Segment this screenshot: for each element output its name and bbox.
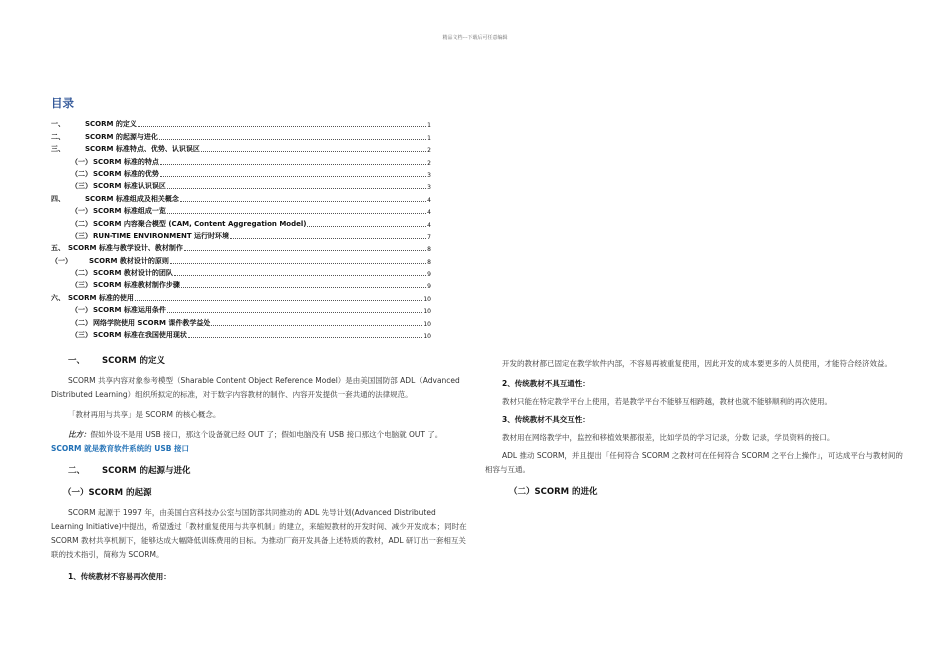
toc-entry-page: 1: [427, 134, 431, 142]
toc-leader-dots: [180, 201, 426, 202]
page-header: 精品文档---下载后可任意编辑: [442, 35, 508, 41]
toc-entry-page: 2: [427, 159, 431, 167]
toc-entry-number: （一）: [51, 256, 72, 265]
toc-leader-dots: [201, 151, 426, 152]
toc-entry-number: （二）: [71, 269, 92, 278]
paragraph: 教材只能在特定教学平台上使用，若是教学平台不能够互相跨越，教材也就不能够顺利的再次使用。: [502, 397, 832, 406]
toc-entry-page: 1: [427, 122, 431, 130]
subsection-heading: （二）SCORM 的进化: [509, 487, 598, 497]
toc-entry-number: （二）: [71, 169, 92, 178]
list-item: 3、传统教材不具交互性：: [502, 415, 590, 424]
toc-entry-page: 4: [427, 196, 431, 204]
section-number: 二、: [68, 466, 86, 476]
toc-leader-dots: [167, 188, 426, 189]
toc-entry-page: 10: [423, 295, 431, 303]
toc-entry-number: （一）: [71, 157, 92, 166]
toc-leader-dots: [211, 325, 422, 326]
left-column: [51, 354, 467, 584]
toc-leader-dots: [159, 139, 426, 140]
toc-leader-dots: [167, 213, 426, 214]
toc-entry-page: 9: [427, 271, 431, 279]
label: 比方：: [68, 430, 91, 439]
toc-entry-number: （三）: [71, 231, 92, 240]
toc-entry-number: （二）: [71, 318, 92, 327]
toc-entry-page: 4: [427, 209, 431, 217]
toc-entry-number: （一）: [71, 306, 92, 315]
text: 假如外设不是用 USB 接口，那这个设备就已经 OUT 了；假如电脑没有 USB 接口那这个电脑就 OUT 了。: [90, 430, 443, 439]
toc-entry-title: SCORM 标准的特点: [93, 157, 159, 166]
paragraph: 开发的教材都已固定在教学软件内部，不容易再被重复使用，因此开发的成本要更多的人员使用，才能符合经济效益。: [502, 359, 892, 368]
paragraph: 「教材再用与共享」是 SCORM 的核心概念。: [68, 410, 221, 419]
toc-entry[interactable]: [51, 241, 431, 253]
toc-entry[interactable]: [51, 229, 431, 241]
toc-leader-dots: [167, 312, 422, 313]
toc-entry-title: RUN-TIME ENVIRONMENT 运行时环境: [93, 231, 230, 240]
toc-entry-title: SCORM 的定义: [85, 120, 137, 129]
toc-entry[interactable]: [51, 253, 431, 265]
toc-entry-title: SCORM 标准与教学设计、教材制作: [68, 244, 183, 253]
list-item: 2、传统教材不具互通性：: [502, 379, 590, 388]
toc-entry-page: 10: [423, 308, 431, 316]
section-number: 一、: [68, 356, 86, 366]
paragraph: SCORM 起源于 1997 年，由美国白宫科技办公室与国防部共同推动的 ADL 先导计划(Advanced Distributed Learning Initiative)中提出，希望透过「教材重复使用与共享机制」的建立，来缩短教材的开发时间、减少开发成本；同时在 SCORM 教材共享机制下，能够达成大幅降低训练费用的目标。为推动厂商开发具备上述特质的教材，ADL 研订出一套相互关联的技术指引，简称为 SCORM。: [51, 508, 467, 559]
toc-entry-number: 二、: [51, 132, 65, 141]
toc-entry[interactable]: [51, 191, 431, 203]
toc-leader-dots: [230, 238, 426, 239]
toc-entry-title: SCORM 标准教材制作步骤: [93, 281, 180, 290]
toc-entry-title: SCORM 标准组成及相关概念: [85, 194, 179, 203]
toc-entry[interactable]: [51, 266, 431, 278]
toc-entry-title: SCORM 标准组成一览: [93, 207, 166, 216]
toc-entry[interactable]: [51, 204, 431, 216]
toc-entry[interactable]: [51, 303, 431, 315]
toc-leader-dots: [160, 164, 426, 165]
toc-leader-dots: [181, 287, 426, 288]
toc-entry-title: SCORM 标准特点、优势、认识误区: [85, 145, 200, 154]
toc-entry-page: 9: [427, 283, 431, 291]
toc-entry[interactable]: [51, 129, 431, 141]
toc-entry-title: SCORM 标准认识误区: [93, 182, 166, 191]
toc-title: 目录: [51, 96, 74, 110]
paragraph: SCORM 共享内容对象参考模型（Sharable Content Object Reference Model）是由美国国防部 ADL（Advanced Distributed Learning）组织所拟定的标准，对于数字内容教材的制作、内容开发提供一套共通的法律规范。: [51, 376, 460, 399]
toc-leader-dots: [188, 337, 422, 338]
toc-entry-number: （三）: [71, 281, 92, 290]
toc-leader-dots: [138, 126, 426, 127]
paragraph: [51, 428, 467, 456]
toc-entry-page: 2: [427, 147, 431, 155]
toc-entry-title: 网络学院使用 SCORM 课件教学益处: [93, 318, 211, 327]
toc-entry-title: SCORM 标准的优势: [93, 169, 159, 178]
section-title: SCORM 的起源与进化: [102, 466, 191, 476]
toc-entry-title: SCORM 的起源与进化: [85, 132, 158, 141]
toc-entry[interactable]: [51, 117, 431, 129]
toc-leader-dots: [135, 300, 422, 301]
toc-entry-title: SCORM 教材设计的原则: [89, 256, 169, 265]
toc-entry-number: （三）: [71, 182, 92, 191]
toc-entry-page: 8: [427, 246, 431, 254]
toc-entry[interactable]: [51, 216, 431, 228]
toc-entry[interactable]: [51, 315, 431, 327]
toc-entry-title: SCORM 标准的使用: [68, 293, 134, 302]
toc-entry-title: SCORM 内容聚合模型 (CAM, Content Aggregation Model): [93, 219, 307, 228]
right-column: [485, 357, 903, 499]
toc-entry-number: （一）: [71, 207, 92, 216]
list-item: 1、传统教材不容易再次使用：: [68, 572, 171, 581]
toc-entry[interactable]: [51, 278, 431, 290]
toc-entry[interactable]: [51, 154, 431, 166]
paragraph: ADL 推动 SCORM，并且提出「任何符合 SCORM 之教材可在任何符合 SCORM 之平台上操作」，可达成平台与教材间的相容与互通。: [485, 451, 903, 474]
toc-entry-number: 五、: [51, 244, 65, 253]
highlight: SCORM 就是教育软件系统的 USB 接口: [51, 444, 190, 453]
toc-entry-page: 4: [427, 221, 431, 229]
toc-entry[interactable]: [51, 142, 431, 154]
section-heading: [51, 354, 467, 368]
toc-entry-title: SCORM 标准在我国使用现状: [93, 331, 187, 340]
toc-leader-dots: [160, 176, 426, 177]
section-heading: [51, 464, 467, 478]
toc-entry-number: （二）: [71, 219, 92, 228]
table-of-contents: [51, 117, 431, 340]
toc-entry-number: （三）: [71, 331, 92, 340]
toc-leader-dots: [307, 226, 426, 227]
toc-entry-page: 3: [427, 184, 431, 192]
toc-leader-dots: [184, 250, 426, 251]
toc-entry-number: 三、: [51, 145, 65, 154]
toc-entry-number: 四、: [51, 194, 65, 203]
toc-entry-number: 一、: [51, 120, 65, 129]
toc-entry-number: 六、: [51, 293, 65, 302]
toc-leader-dots: [174, 275, 426, 276]
toc-entry[interactable]: [51, 290, 431, 302]
toc-entry-page: 10: [423, 320, 431, 328]
toc-entry-page: 8: [427, 258, 431, 266]
toc-entry-page: 3: [427, 171, 431, 179]
section-title: SCORM 的定义: [102, 356, 166, 366]
toc-entry[interactable]: [51, 167, 431, 179]
toc-entry[interactable]: [51, 179, 431, 191]
paragraph: 教材用在网络教学中，监控和移植效果都很差，比如学员的学习记录，分数 记录，学员资料的接口。: [502, 433, 835, 442]
subsection-heading: （一）SCORM 的起源: [63, 488, 152, 498]
toc-entry-title: SCORM 标准运用条件: [93, 306, 166, 315]
toc-entry-page: 10: [423, 333, 431, 341]
toc-entry-page: 7: [427, 233, 431, 241]
toc-entry[interactable]: [51, 328, 431, 340]
toc-leader-dots: [170, 263, 426, 264]
toc-entry-title: SCORM 教材设计的团队: [93, 269, 173, 278]
